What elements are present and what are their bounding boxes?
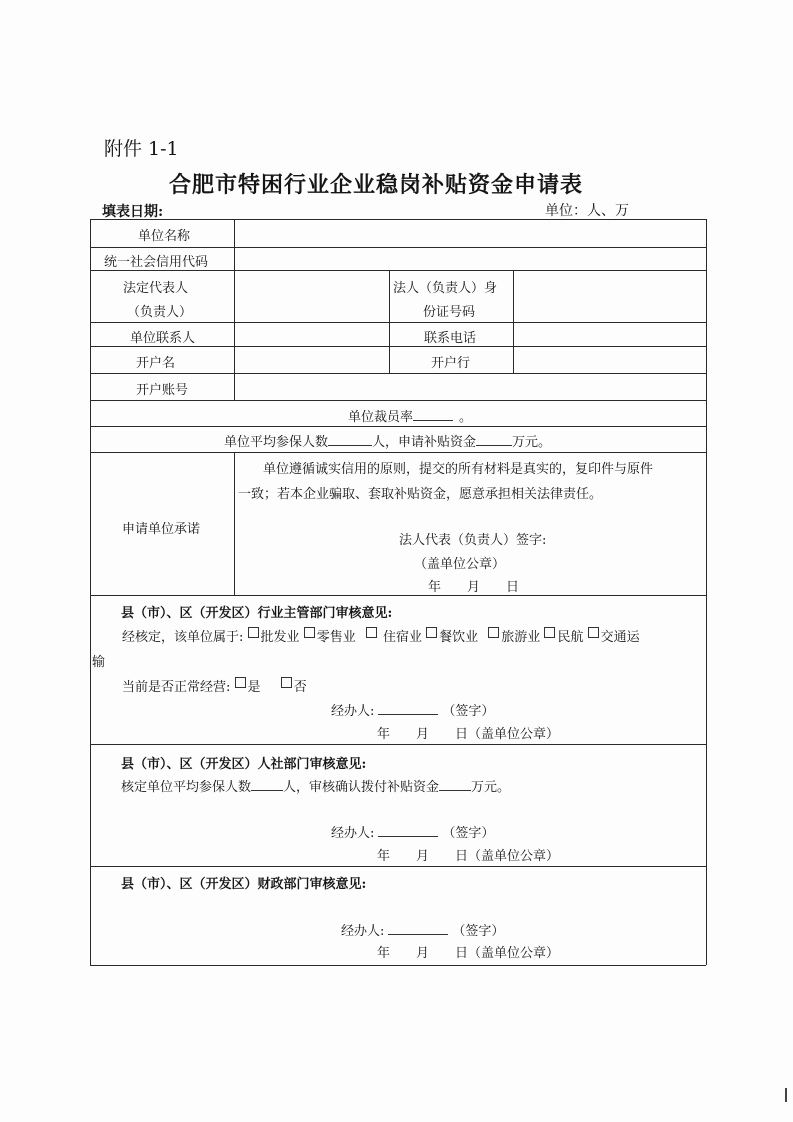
industry-options-row [122,626,640,645]
industry-handler-blank[interactable] [378,714,438,715]
finance-handler-row [341,920,504,939]
unit-label: 单位：人、万 [545,203,629,219]
subsidy-label: 人，申请补贴资金 [372,435,477,450]
finance-date: 年 月 日（盖单位公章） [377,946,560,961]
subsidy-unit: 万元。 [512,435,552,450]
phone-input[interactable] [515,323,705,345]
phone-label: 联系电话 [424,331,477,346]
finance-sign-label: （签字） [452,924,505,939]
option-catering[interactable]: 餐饮业 [426,630,478,645]
hr-insured-blank[interactable] [251,790,283,791]
id-number-label-line1: 法人（负责人）身 [393,281,498,296]
contact-input[interactable] [236,323,388,345]
layoff-rate-label: 单位裁员率 [348,410,414,425]
id-number-input[interactable] [515,271,705,321]
checkbox-icon[interactable] [366,627,377,638]
hr-subsidy-label: 人，审核确认拨付补贴资金 [283,780,440,795]
finance-handler-blank[interactable] [388,934,448,935]
account-number-label: 开户账号 [136,383,189,398]
hr-date: 年 月 日（盖单位公章） [377,849,560,864]
option-lodging[interactable]: 住宿业 [366,630,422,645]
hr-subsidy-blank[interactable] [439,790,471,791]
checkbox-icon[interactable] [304,627,315,638]
industry-verify-prefix: 经核定，该单位属于: [122,630,244,645]
pledge-sign: 法人代表（负责人）签字: [399,533,547,548]
form-title: 合肥市特困行业企业稳岗补贴资金申请表 [169,172,584,198]
checkbox-icon[interactable] [426,627,437,638]
pledge-line1: 单位遵循诚实信用的原则，提交的所有材料是真实的，复印件与原件 [263,462,654,477]
checkbox-icon[interactable] [235,677,246,688]
fill-date-label: 填表日期: [102,204,164,220]
bank-input[interactable] [515,347,705,372]
legal-rep-label-line2: （负责人） [127,305,193,320]
account-name-input[interactable] [236,347,388,372]
bank-label: 开户行 [431,356,471,371]
insured-label: 单位平均参保人数 [224,435,329,450]
option-aviation[interactable]: 民航 [544,630,583,645]
layoff-rate-end: 。 [459,410,473,425]
layoff-rate-blank[interactable] [413,420,453,421]
industry-handler-row [331,700,494,719]
insured-count-blank[interactable] [328,445,372,446]
legal-rep-input[interactable] [236,271,388,321]
option-yes[interactable]: 是 [235,680,261,695]
credit-code-label: 统一社会信用代码 [104,255,209,270]
hr-review-title: 县（市）、区（开发区）人社部门审核意见: [121,757,367,772]
hr-verify-row [121,776,510,795]
checkbox-icon[interactable] [588,627,599,638]
checkbox-icon[interactable] [544,627,555,638]
hr-handler-row [331,822,494,841]
hr-sign-label: （签字） [442,826,495,841]
company-name-input[interactable] [236,220,704,246]
finance-review-title: 县（市）、区（开发区）财政部门审核意见: [121,877,367,892]
contact-label: 单位联系人 [130,331,196,346]
industry-sign-label: （签字） [442,704,495,719]
option-transport[interactable]: 交通运 [588,630,640,645]
industry-review-title: 县（市）、区（开发区）行业主管部门审核意见: [121,606,393,621]
finance-handler-label: 经办人: [341,924,385,939]
company-name-label: 单位名称 [138,229,191,244]
pledge-line2: 一致；若本企业骗取、套取补贴资金，愿意承担相关法律责任。 [238,487,603,502]
attachment-label: 附件 1-1 [104,138,179,160]
credit-code-input[interactable] [236,248,704,269]
hr-handler-blank[interactable] [378,836,438,837]
pledge-date: 年 月 日 [428,580,520,595]
option-retail[interactable]: 零售业 [304,630,356,645]
checkbox-icon[interactable] [488,627,499,638]
hr-handler-label: 经办人: [331,826,375,841]
checkbox-icon[interactable] [281,677,292,688]
checkbox-icon[interactable] [248,627,259,638]
insured-row [224,431,551,450]
layoff-rate-row [348,406,472,425]
industry-date: 年 月 日（盖单位公章） [377,727,560,742]
hr-insured-label: 核定单位平均参保人数 [121,780,252,795]
normal-operation-label: 当前是否正常经营: [122,680,231,695]
subsidy-amount-blank[interactable] [476,445,512,446]
account-name-label: 开户名 [136,356,176,371]
normal-operation-row [122,676,307,695]
legal-rep-label-line1: 法定代表人 [123,281,189,296]
scan-edge-mark [785,1088,787,1102]
option-no[interactable]: 否 [281,680,307,695]
option-wholesale[interactable]: 批发业 [248,630,300,645]
industry-handler-label: 经办人: [331,704,375,719]
hr-subsidy-unit: 万元。 [471,780,511,795]
pledge-label: 申请单位承诺 [122,522,201,537]
pledge-seal: （盖单位公章） [414,557,506,572]
industry-options-wrap: 输 [92,655,106,670]
option-tourism[interactable]: 旅游业 [488,630,540,645]
id-number-label-line2: 份证号码 [423,305,476,320]
account-number-input[interactable] [236,374,704,399]
